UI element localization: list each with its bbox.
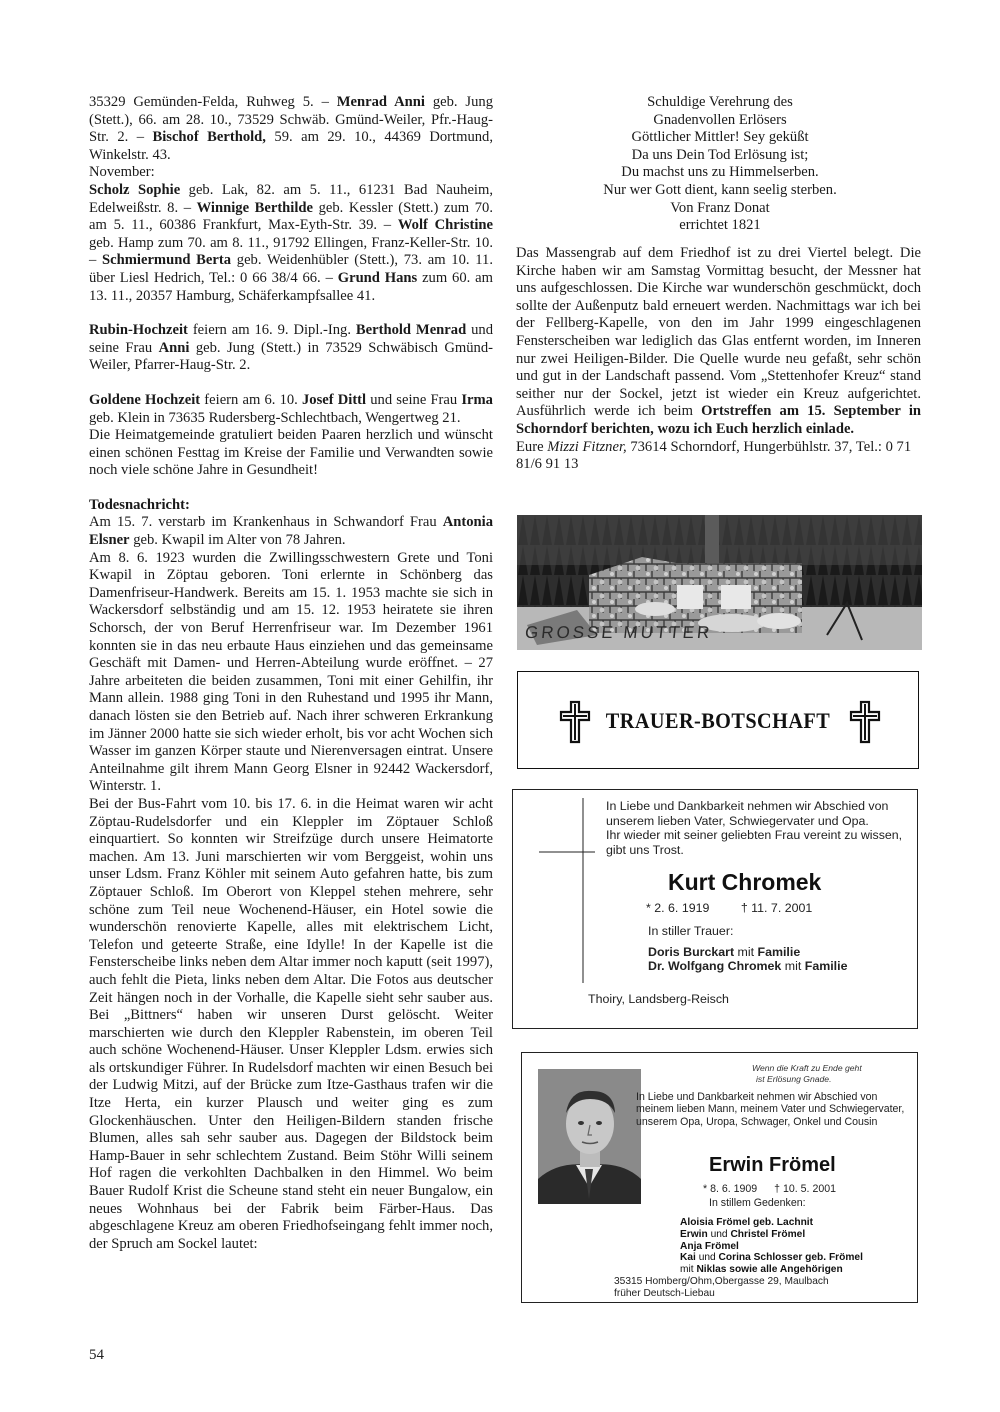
notice1-text — [588, 799, 906, 1006]
photo-caption: GROSSE MUTTER — [524, 623, 714, 642]
obituary-intro: Am 15. 7. verstarb im Krankenhaus in Schwandorf Frau Antonia Elsner geb. Kwapil im Alter von 78 Jahren. — [89, 514, 493, 549]
notice2-motto — [722, 1063, 902, 1084]
notice2-motto-line-1: Wenn die Kraft zu Ende geht — [752, 1063, 862, 1073]
poem-line: Gnadenvollen Erlösers — [653, 111, 787, 128]
left-column — [89, 94, 493, 1253]
notice2-mourner-1: Aloisia Frömel geb. Lachnit — [680, 1217, 814, 1228]
notice1-mourner-1: Doris Burckart mit Familie — [648, 944, 801, 959]
notice2-mourner-4: Kai und Corina Schlosser geb. Frömel — [680, 1252, 863, 1264]
death-notice-chromek — [512, 789, 918, 1029]
poem-line: Du machst uns zu Himmelserben. — [621, 164, 819, 181]
notice2-address-line-1: 35315 Homberg/Ohm,Obergasse 29, Maulbach — [614, 1276, 829, 1287]
cemetery-report: Das Massengrab auf dem Friedhof ist zu drei Viertel belegt. Die Kirche haben wir am Samstag Vormittag besucht, der Messner hat uns aufgeschlossen. Die Kirche war wunderschön geschmückt, doch sollte der Außenputz bald erneuert werden. Nachmittags war ich bei der Fellberg-Kapelle, von den im Jahr 1999 eingeschlagenen Fensterscheiben war lediglich das Glas entfernt worden, im Inneren nur zwei Heiligen-Bilder. Die Quelle wurde neu gefaßt, sehr schön und gut in der Landschaft passend. Vom „Stettenhofer Kreuz“ stand seither nur der Sockel, jetzt ist wieder ein Kreuz aufgerichtet. Ausführlich werde ich beim Ortstreffen am 15. September in Schorndorf berichten, wozu ich Euch herzlich einlade. — [516, 245, 921, 437]
notice2-name: Erwin Frömel — [709, 1154, 836, 1176]
cross-inscription-poem — [540, 94, 900, 235]
notice2-mourners — [680, 1217, 910, 1276]
notice2-intro: In Liebe und Dankbarkeit nehmen wir Abschied von meinem lieben Mann, meinem Vater und Schwiegervater, unserem Opa, Uropa, Schwager, Onkel und Cousin — [636, 1091, 905, 1128]
poem-line: Da uns Dein Tod Erlösung ist; — [631, 146, 809, 163]
notice2-address — [614, 1276, 914, 1299]
poem-line: Schuldige Verehrung des — [647, 94, 793, 110]
poem-line: Nur wer Gott dient, kann seelig sterben. — [603, 181, 837, 198]
thin-cross-icon — [535, 798, 595, 983]
notice1-name: Kurt Chromek — [668, 869, 822, 896]
cross-icon — [848, 700, 882, 744]
poem-line: Göttlicher Mittler! Sey geküßt — [631, 129, 809, 146]
notice2-mourner-3: Anja Frömel — [680, 1240, 739, 1252]
notice2-birth: * 8. 6. 1909 — [703, 1183, 758, 1195]
obituary-biography: Am 8. 6. 1923 wurden die Zwillingsschwestern Grete und Toni Kwapil in Zöptau geboren. Toni erlernte in Schönberg das Damenfriseur-Handwerk. Bereits am 15. 1. 1953 machte sie sich in Wackersdorf selbständig und am 15. 12. 1953 heiratete sie ihren Schorsch, der von Beruf Herrenfriseur war. Im Dezember 1961 konnten sie in das neu erbaute Haus einziehen und das gemeinsame Geschäft mit Damen- und Herren-Abteilung wurde eröffnet. – 27 Jahre arbeiteten die beiden zusammen, Toni mit einer Gehilfin, ihr Mann allein. 1988 ging Toni in den Ruhestand und 1995 ihr Mann, danach lösten sie den Betrieb auf. Nach ihrer schweren Erkrankung im Jänner 2000 hatte sie sich wieder erholt, bis vor acht Wochen sich Wasser im ganzen Körper staute und Nierenversagen eintrat. Unsere Anteilnahme gilt ihrem Mann Georg Elsner in 92442 Wackersdorf, Winterstr. 1. — [89, 549, 493, 795]
notice2-address-line-2: früher Deutsch-Liebau — [614, 1287, 715, 1299]
notice1-death: † 11. 7. 2001 — [740, 901, 813, 916]
page-number: 54 — [89, 1347, 104, 1363]
notice1-mourning-label: In stiller Trauer: — [648, 923, 734, 938]
ruby-wedding-paragraph: Rubin-Hochzeit feiern am 16. 9. Dipl.-Ing. Berthold Menrad und seine Frau Anni geb. Jung (Stett.) in 73529 Schwäbisch Gmünd-Weiler, Pfarrer-Haug-Str. 2. — [89, 322, 493, 374]
golden-wedding-paragraph: Goldene Hochzeit feiern am 6. 10. Josef Dittl und seine Frau Irma geb. Klein in 73635 Rudersberg-Schlechtbach, Wengertweg 21. — [89, 391, 493, 426]
right-column — [516, 245, 921, 474]
portrait-graphic — [538, 1069, 641, 1204]
notice1-intro: In Liebe und Dankbarkeit nehmen wir Abschied von unserem lieben Vater, Schwiegervater und Opa. — [606, 799, 889, 828]
notice1-birth: * 2. 6. 1919 — [646, 901, 710, 916]
obituary-heading: Todesnachricht: — [89, 496, 190, 513]
november-heading: November: — [89, 164, 155, 181]
portrait-photo — [538, 1069, 641, 1204]
notice2-motto-line-2: ist Erlösung Gnade. — [756, 1073, 832, 1084]
notice2-dates — [703, 1183, 836, 1196]
notice2-death: † 10. 5. 2001 — [774, 1183, 837, 1195]
mourning-banner-title: TRAUER-BOTSCHAFT — [605, 708, 831, 733]
notice2-memory-label: In stillem Gedenken: — [709, 1197, 806, 1209]
mourning-message-banner — [517, 671, 919, 769]
notice2-mourner-5: mit Niklas sowie alle Angehörigen — [680, 1264, 843, 1276]
memorial-photo — [517, 515, 922, 650]
poem-line: Von Franz Donat — [670, 199, 770, 216]
notice1-intro2: Ihr wieder mit seiner geliebten Frau vereint zu wissen, gibt uns Trost. — [606, 828, 903, 857]
anniversary-paragraph-1: 35329 Gemünden-Felda, Ruhweg 5. – Menrad Anni geb. Jung (Stett.), 66. am 28. 10., 73529 Schwäb. Gmünd-Weiler, Pfr.-Haug-Str. 2. – Bischof Berthold, 59. am 29. 10., 44369 Dortmund, Winkelstr. 43. — [89, 94, 493, 163]
notice1-dates — [646, 901, 906, 916]
anniversary-paragraph-2: Scholz Sophie geb. Lak, 82. am 5. 11., 61231 Bad Nauheim, Edelweißstr. 8. – Winnige Berthilde geb. Kessler (Stett.) zum 70. am 5. 11., 60386 Frankfurt, Max-Eyth-Str. 39. – Wolf Christine geb. Hamp zum 70. am 8. 11., 91792 Ellingen, Franz-Keller-Str. 10. – Schmiermund Berta geb. Weidenhübler (Stett.), 73. am 10. 11. über Liesl Hedrich, Tel.: 0 66 38/4 66. – Grund Hans zum 60. am 13. 11., 20357 Hamburg, Schäferkampfsallee 41. — [89, 181, 493, 304]
notice1-mourner-2: Dr. Wolfgang Chromek mit Familie — [648, 959, 848, 974]
travel-report: Bei der Bus-Fahrt vom 10. bis 17. 6. in die Heimat waren wir acht Zöptau-Rudelsdorfer und ein Kleppler im Zöptauer Schloß einquartiert. So konnten wir Streifzüge durch unsere Heimatorte machen. Am 13. Juni marschierten wir vom Berggeist, wohin uns unser Ldsm. Franz Köhler mit seinem Auto gefahren hatte, bis zum Zöptauer Schloß. Im Oberort von Kleppel stehen mehrere, sehr schöne zum Teil neue Wochenend-Häuser, ein Hotel sowie die wunderschön renovierte Kapelle, alles mit elektrischem Licht, Telefon und geteerte Straße, eine Idylle! In der Kapelle ist die Fensterscheibe links neben dem Altar immer noch kaputt (seit 1997), auch fehlt die Pieta, links neben dem Altar. Die Fotos aus deutscher Zeit hängen noch in der Vorhalle, die Kapelle sieht sehr sauber aus. Bei „Bittners“ haben wir unseren Durst gelöscht. Weiter marschierten wie durch den Kleppler Rabenstein, im oberen Teil auch schöne Wochenend-Häuser. Unser Kleppler Ldsm. erwies sich als ortskundiger Führer. In Rudelsdorf machten wir einen Besuch bei der Ludwig Mitzi, auf der Brücke zum Itze-Gasthaus trafen wir die Itze Herta, ein kurzer Plausch und weiter ging es zum Glockenhäuschen. Unter den Heiligen-Bildern standen frische Blumen, alles sah sehr sauber aus. Dagegen der Bildstock beim Hamp-Bauer in sehr schlechtem Zustand. Beim Stöhr Willi seinem Hof ragen die verkohlten Dachbalken in den Himmel. Wo beim Bauer Rudolf Krist die Scheune stand steht ein neuer Bungalow, ein neues Wohnhaus bei der Fabrik beim Färber-Haus. Das abgeschlagene Kreuz am oberen Friedhofseingang fehlt immer noch, der Spruch am Sockel lautet: — [89, 795, 493, 1252]
death-notice-froemel — [521, 1052, 918, 1303]
congratulation-paragraph: Die Heimatgemeinde gratuliert beiden Paaren herzlich und wünscht einen schönen Festtag im Kreise der Familie und Verwandten sowie noch viele schöne Jahre in Gesundheit! — [89, 427, 493, 479]
notice1-place: Thoiry, Landsberg-Reisch — [588, 991, 729, 1006]
poem-line: errichtet 1821 — [679, 217, 761, 234]
signature-line: Eure Mizzi Fitzner, 73614 Schorndorf, Hungerbühlstr. 37, Tel.: 0 71 81/6 91 13 — [516, 438, 912, 473]
notice2-mourner-2: Erwin und Christel Frömel — [680, 1228, 806, 1240]
